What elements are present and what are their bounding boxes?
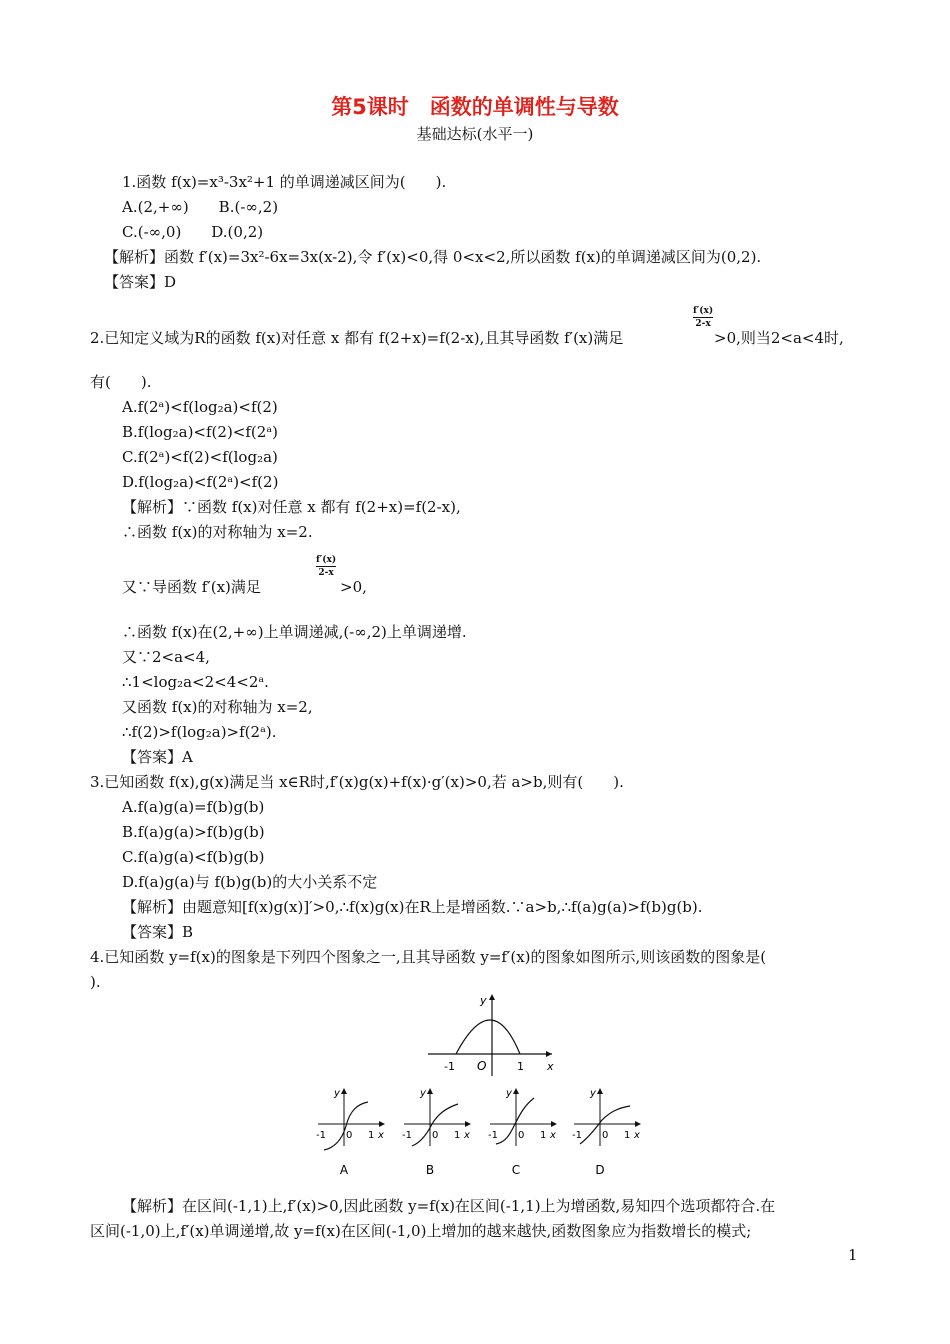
text-line: 【答案】D xyxy=(104,273,177,291)
fraction-denominator: 2-x xyxy=(318,568,334,578)
text-line: 【解析】∵函数 f(x)对任意 x 都有 f(2+x)=f(2-x), xyxy=(122,498,461,516)
graph-one-label: 1 xyxy=(624,1130,631,1141)
text-line: C.f(a)g(a)<f(b)g(b) xyxy=(122,848,265,866)
text-line: 区间(-1,0)上,f′(x)单调递增,故 y=f(x)在区间(-1,0)上增加的越来越快,函数图象应为指数增长的模式; xyxy=(90,1222,752,1240)
graph-y-label: y xyxy=(590,1088,596,1099)
text-line: ∴1<log₂a<2<4<2ᵃ. xyxy=(122,673,269,691)
fraction xyxy=(693,306,713,329)
page-title: 第5课时 函数的单调性与导数 xyxy=(331,95,619,119)
text-line: C.(-∞,0) D.(0,2) xyxy=(122,223,264,241)
text-line: B.f(a)g(a)>f(b)g(b) xyxy=(122,823,265,841)
main-y-label: y xyxy=(480,994,487,1007)
graph-option-label: D xyxy=(595,1163,605,1177)
graph-x-label: x xyxy=(378,1130,384,1141)
graph-x-label: x xyxy=(550,1130,556,1141)
graph-y-label: y xyxy=(506,1088,512,1099)
text-line: 3.已知函数 f(x),g(x)满足当 x∈R时,f′(x)g(x)+f(x)·g′(x)>0,若 a>b,则有( ). xyxy=(90,773,624,791)
graph-y-label: y xyxy=(334,1088,340,1099)
graph-one-label: 1 xyxy=(454,1130,461,1141)
graph-neg-one-label: -1 xyxy=(488,1130,498,1141)
derivative-graph xyxy=(420,990,560,1080)
text-line: 【解析】在区间(-1,1)上,f′(x)>0,因此函数 y=f(x)在区间(-1,1)上为增函数,易知四个选项都符合.在 xyxy=(122,1197,776,1215)
text-line: ∴函数 f(x)在(2,+∞)上单调递减,(-∞,2)上单调递增. xyxy=(122,623,467,641)
graph-zero-label: 0 xyxy=(602,1130,609,1141)
text-line: ). xyxy=(90,973,101,991)
fraction xyxy=(316,555,336,578)
text-line: 又∵导函数 f′(x)满足 xyxy=(122,578,261,596)
text-line: A.(2,+∞) B.(-∞,2) xyxy=(122,198,279,216)
graph-zero-label: 0 xyxy=(518,1130,525,1141)
text-line: B.f(log₂a)<f(2)<f(2ᵃ) xyxy=(122,423,278,441)
page-number: 1 xyxy=(848,1246,858,1264)
graph-one-label: 1 xyxy=(368,1130,375,1141)
graph-one-label: 1 xyxy=(540,1130,547,1141)
option-graph-a xyxy=(312,1084,390,1179)
main-neg-one-label: -1 xyxy=(444,1060,455,1073)
graph-x-label: x xyxy=(634,1130,640,1141)
text-line: 2.已知定义域为R的函数 f(x)对任意 x 都有 f(2+x)=f(2-x),且其导函数 f′(x)满足 xyxy=(90,329,624,347)
graph-x-label: x xyxy=(464,1130,470,1141)
fraction-numerator: f′(x) xyxy=(316,555,337,565)
graph-neg-one-label: -1 xyxy=(316,1130,326,1141)
fraction-numerator: f′(x) xyxy=(693,306,714,316)
main-origin-label: O xyxy=(477,1059,487,1073)
graph-option-label: A xyxy=(339,1163,349,1177)
option-graph-c xyxy=(484,1084,562,1179)
text-line: 【解析】函数 f′(x)=3x²-6x=3x(x-2),令 f′(x)<0,得 0<x<2,所以函数 f(x)的单调递减区间为(0,2). xyxy=(104,248,762,266)
graph-zero-label: 0 xyxy=(432,1130,439,1141)
text-line: 【答案】B xyxy=(122,923,194,941)
text-line: ∴f(2)>f(log₂a)>f(2ᵃ). xyxy=(122,723,277,741)
text-line: 4.已知函数 y=f(x)的图象是下列四个图象之一,且其导函数 y=f′(x)的图象如图所示,则该函数的图象是( xyxy=(90,948,767,966)
graph-option-label: C xyxy=(511,1163,521,1177)
main-x-label: x xyxy=(547,1060,554,1073)
text-line: ∴函数 f(x)的对称轴为 x=2. xyxy=(122,523,313,541)
text-line: >0, xyxy=(340,578,367,596)
option-graph-d xyxy=(568,1084,646,1179)
text-line: C.f(2ᵃ)<f(2)<f(log₂a) xyxy=(122,448,278,466)
text-line: D.f(log₂a)<f(2ᵃ)<f(2) xyxy=(122,473,279,491)
text-line: A.f(2ᵃ)<f(log₂a)<f(2) xyxy=(122,398,278,416)
graph-option-label: B xyxy=(425,1163,435,1177)
graph-neg-one-label: -1 xyxy=(402,1130,412,1141)
option-graph-b xyxy=(398,1084,476,1179)
text-line: D.f(a)g(a)与 f(b)g(b)的大小关系不定 xyxy=(122,873,378,891)
main-one-label: 1 xyxy=(517,1060,524,1073)
text-line: 又函数 f(x)的对称轴为 x=2, xyxy=(122,698,313,716)
page-subtitle: 基础达标(水平一) xyxy=(416,125,534,143)
text-line: 【解析】由题意知[f(x)g(x)]′>0,∴f(x)g(x)在R上是增函数.∵a>b,∴f(a)g(a)>f(b)g(b). xyxy=(122,898,703,916)
fraction-bar xyxy=(693,317,713,318)
graph-y-label: y xyxy=(420,1088,426,1099)
graph-zero-label: 0 xyxy=(346,1130,353,1141)
text-line: A.f(a)g(a)=f(b)g(b) xyxy=(122,798,265,816)
fraction-bar xyxy=(316,566,336,567)
text-line: >0,则当2<a<4时, xyxy=(714,329,844,347)
text-line: 【答案】A xyxy=(122,748,193,766)
graph-neg-one-label: -1 xyxy=(572,1130,582,1141)
text-line: 又∵2<a<4, xyxy=(122,648,210,666)
text-line: 有( ). xyxy=(90,373,152,391)
text-line: 1.函数 f(x)=x³-3x²+1 的单调递减区间为( ). xyxy=(122,173,447,191)
fraction-denominator: 2-x xyxy=(695,319,711,329)
